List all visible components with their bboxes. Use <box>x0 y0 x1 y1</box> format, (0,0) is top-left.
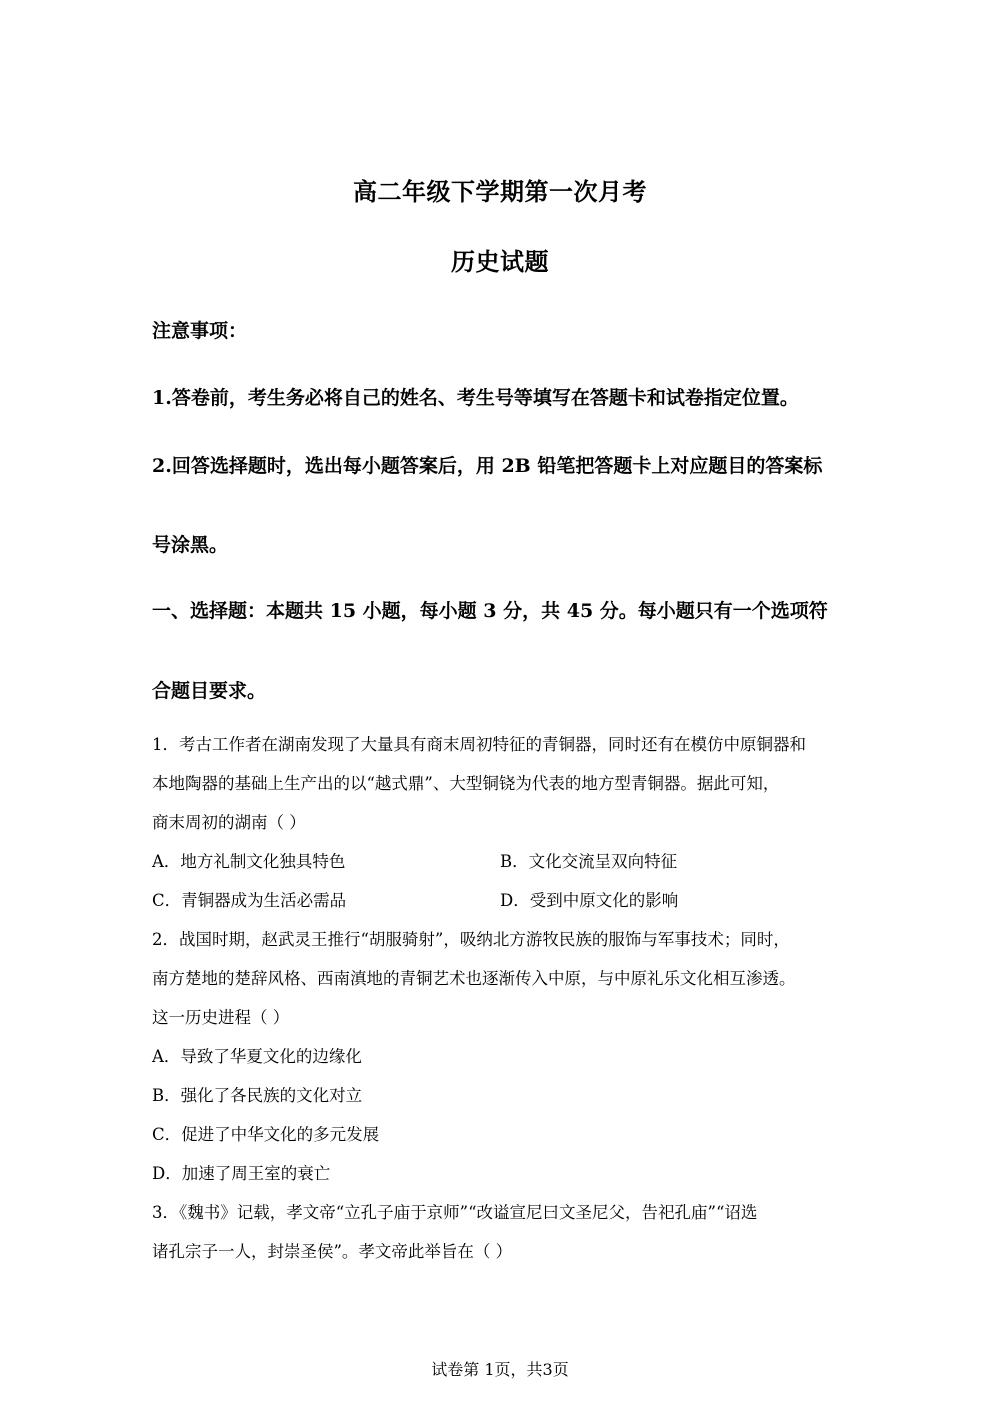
question-2-option-d: D．加速了周王室的衰亡 <box>152 1164 331 1183</box>
question-2-stem-line-1: 2．战国时期，赵武灵王推行“胡服骑射”，吸纳北方游牧民族的服饰与军事技术；同时， <box>152 930 790 949</box>
section-heading-line-1: 一、选择题：本题共 15 小题，每小题 3 分，共 45 分。每小题只有一个选项符 <box>152 600 828 622</box>
question-1-stem-line-3: 商末周初的湖南（ ） <box>152 813 306 832</box>
question-1-stem-line-2: 本地陶器的基础上生产出的以“越式鼎”、大型铜铙为代表的地方型青铜器。据此可知， <box>152 774 780 793</box>
question-2-stem-line-2: 南方楚地的楚辞风格、西南滇地的青铜艺术也逐渐传入中原，与中原礼乐文化相互渗透。 <box>152 969 796 988</box>
notes-heading: 注意事项： <box>152 320 248 342</box>
question-1-option-b: B．文化交流呈双向特征 <box>500 852 678 871</box>
question-1-option-a: A．地方礼制文化独具特色 <box>152 852 346 871</box>
question-3-stem-line-2: 诸孔宗子一人，封崇圣侯”。孝文帝此举旨在（ ） <box>152 1242 513 1261</box>
question-1-stem-line-1: 1．考古工作者在湖南发现了大量具有商末周初特征的青铜器，同时还有在模仿中原铜器和 <box>152 735 806 754</box>
exam-title: 高二年级下学期第一次月考 <box>353 177 647 206</box>
question-2-option-b: B．强化了各民族的文化对立 <box>152 1086 363 1105</box>
section-heading-line-2: 合题目要求。 <box>152 680 267 702</box>
question-2-stem-line-3: 这一历史进程（ ） <box>152 1008 290 1027</box>
question-1-option-c: C．青铜器成为生活必需品 <box>152 891 347 910</box>
question-2-option-c: C．促进了中华文化的多元发展 <box>152 1125 380 1144</box>
notes-item-2-line-2: 号涂黑。 <box>152 534 229 556</box>
notes-item-1: 1.答卷前，考生务必将自己的姓名、考生号等填写在答题卡和试卷指定位置。 <box>152 387 799 409</box>
question-2-option-a: A．导致了华夏文化的边缘化 <box>152 1047 362 1066</box>
question-3-stem-line-1: 3．《魏书》记载，孝文帝“立孔子庙于京师”“改谥宣尼曰文圣尼父，告祀孔庙”“诏选 <box>152 1203 758 1222</box>
page-footer: 试卷第 1页，共3页 <box>431 1360 569 1379</box>
question-1-option-d: D．受到中原文化的影响 <box>500 891 679 910</box>
notes-item-2-line-1: 2.回答选择题时，选出每小题答案后，用 2B 铅笔把答题卡上对应题目的答案标 <box>152 455 823 477</box>
subject-title: 历史试题 <box>451 247 549 276</box>
